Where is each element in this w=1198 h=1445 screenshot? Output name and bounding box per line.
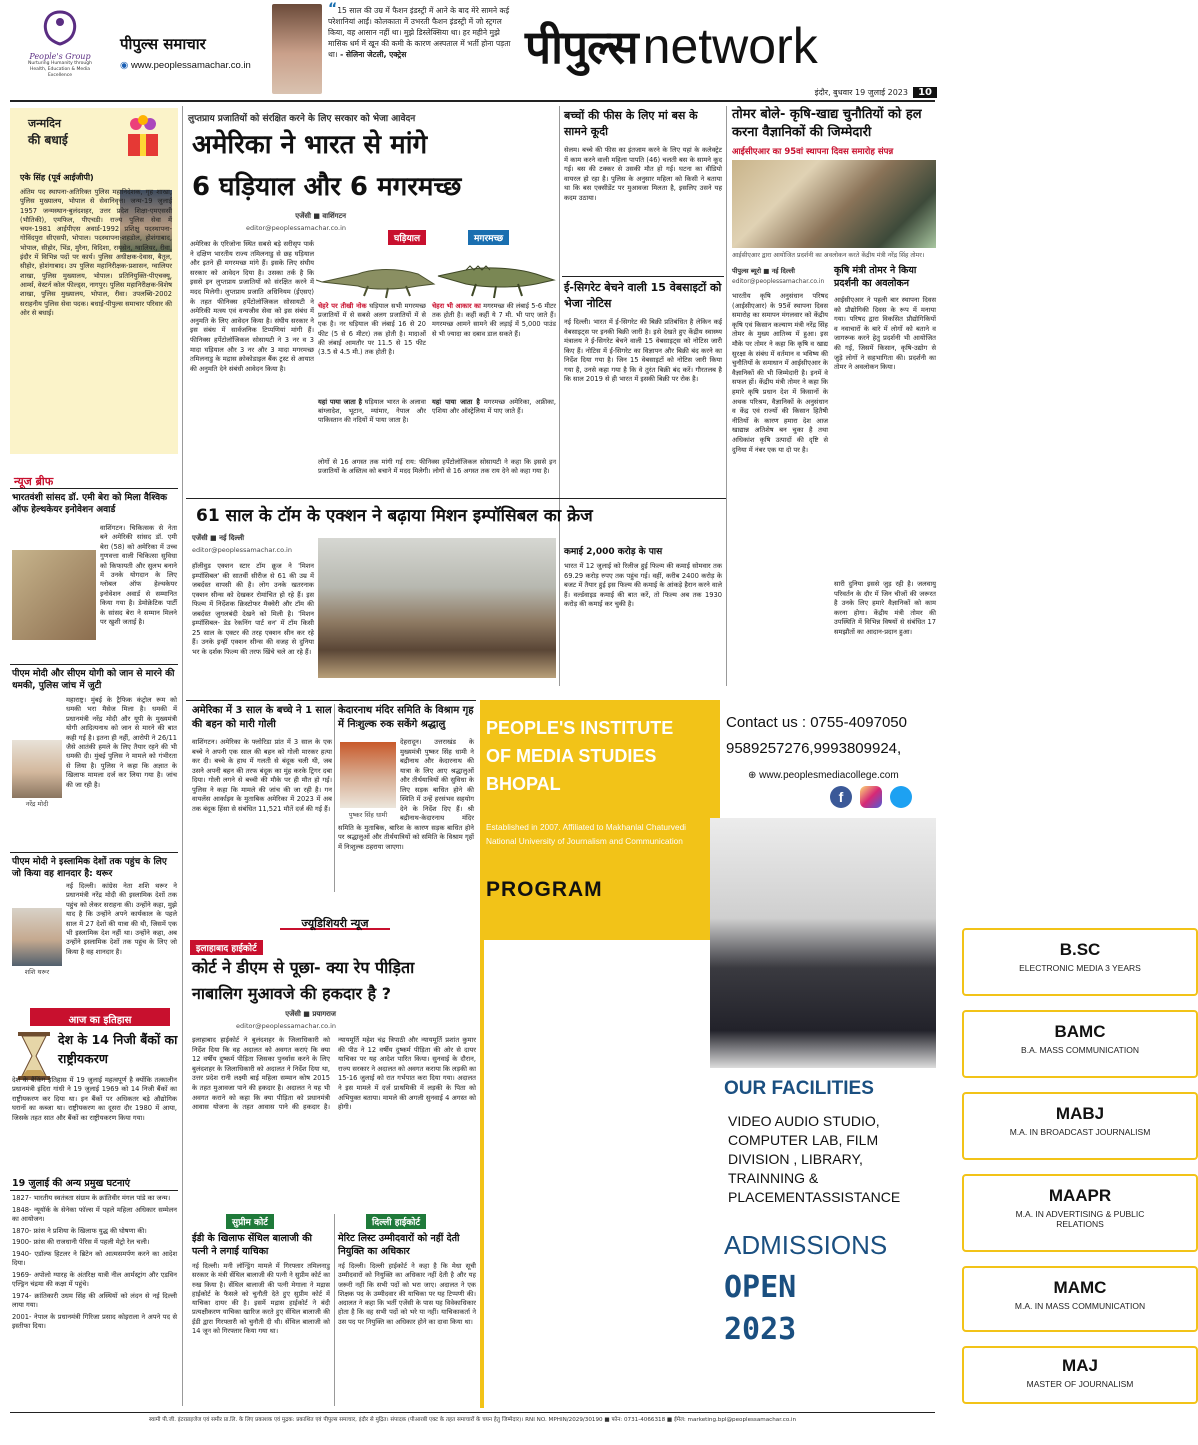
dhc-body: नई दिल्ली। दिल्ली हाईकोर्ट ने कहा है कि मेधा सूची उम्मीदवारों को नियुक्ति का अधिकार नहीं देती है और यह जरूरी नहीं कि सभी पदों को भरा जाए। अदालत ने एक शिक्षक पद के उम्मीदवार की याचिका पर यह टिप्पणी की। अदालत ने कहा कि भर्ती एजेंसी के पास यह विवेकाधिकार होता है कि वह सभी पदों को भरे या नहीं। याचिकाकर्ता ने उस पद पर नियुक्ति का अधिकार होने का दावा किया था। (338, 1262, 476, 1326)
supreme-court-tag: सुप्रीम कोर्ट (226, 1214, 274, 1229)
crocodile-icon (436, 246, 556, 302)
masthead-rule (10, 100, 935, 102)
tom-email: editor@peoplessamachar.co.in (192, 546, 292, 554)
ad-facilities-list (728, 1112, 936, 1207)
ad-year: 2023 (724, 1312, 797, 1347)
paper-logo (120, 34, 270, 78)
history-title: देश के 14 निजी बैंकों का राष्ट्रीयकरण (58, 1032, 178, 1066)
masthead (0, 0, 945, 100)
quote-text: 15 साल की उम्र में फैशन इंडस्ट्री में आने के बाद मेरे सामने कई परेशानियां आईं। कोलकाता में उभरती फैशन इंडस्ट्री में जो स्ट्रगल किया, वह आसान नहीं था। मुझे डिस्लेक्सिया था। हर महीने मुझे मासिक धर्म में खून की कमी के कारण अस्पताल में भर्ती होना पड़ता था। (328, 6, 511, 59)
croc-box-1-body: घड़ियाल सभी मगरमच्छ प्रजातियों में से सबसे अलग प्रजातियों में से एक है। नर घड़ियाल की लंबाई 16 से 20 फीट (5 से 6 मीटर) तक होती है। मादाओं की लंबाई आमतौर पर 11.5 से 15 फीट (3.5 से 4.5 मी.) तक होती है। (318, 302, 426, 357)
brief-2-title: पीएम मोदी और सीएम योगी को जान से मारने की धमकी, पुलिस जांच में जुटी (12, 669, 175, 691)
croc-box-4-body: मगरमच्छ अमेरिका, अफ्रीका, एशिया और ऑस्ट्रेलिया में पाए जाते हैं। (432, 398, 556, 416)
ecig-headline: ई-सिगरेट बेचने वाली 15 वेबसाइटों को भेजा नोटिस (564, 281, 722, 310)
tom-body-continued (318, 682, 556, 698)
program-name: BAMC (1054, 1022, 1106, 1041)
facility-item: DIVISION , LIBRARY, (728, 1151, 863, 1167)
events-list (12, 1194, 177, 1404)
paper-website: www.peoplessamachar.co.in (130, 60, 251, 71)
birthday-title (28, 116, 118, 156)
program-name: B.SC (1059, 940, 1101, 959)
tomar-side-body: आईसीएआर ने पहली बार स्थापना दिवस को प्रौद्योगिकी दिवस के रूप में मनाया गया। परिषद द्वारा विकसित प्रौद्योगिकियों व नवाचारों के बारे में लोगों को बताने व जागरूक करने हेतु प्रदर्शनी भी आयोजित की गई, जिसमें किसान, कृषि-उद्योग से जुड़े लोगों ने सहभागिता की। प्रदर्शनी का तोमर ने अवलोकन किया। (834, 296, 936, 372)
facebook-icon[interactable]: f (830, 786, 852, 808)
judiciary-label (280, 912, 390, 930)
croc-box-4 (432, 398, 556, 454)
tomar-byline: पीपुल्स ब्यूरो ■ नई दिल्ली (732, 267, 795, 275)
instagram-icon[interactable] (860, 786, 882, 808)
event-item: 1974- क्रांतिकारी उधम सिंह की अस्थियों को लंदन से नई दिल्ली लाया गया। (12, 1291, 177, 1309)
ad-open: OPEN (724, 1270, 797, 1305)
dhc-headline: मेरिट लिस्ट उम्मीदवारों को नहीं देती नियुक्ति का अधिकार (338, 1233, 460, 1257)
network-title-hi: पीपुल्स (525, 20, 638, 74)
news-brief-title: न्यूज ब्रीफ (14, 475, 54, 488)
history-label (30, 1008, 170, 1026)
facility-item: PLACEMENTASSISTANCE (728, 1189, 901, 1205)
dateline: इंदौर, बुधवार 19 जुलाई 2023 (814, 88, 908, 97)
judiciary-email: editor@peoplessamachar.co.in (236, 1022, 336, 1030)
ad-website (748, 770, 938, 781)
tom-byline: एजेंसी ■ नई दिल्ली (192, 534, 245, 542)
tomar-body: भारतीय कृषि अनुसंधान परिषद (आईसीएआर) के 95वें स्थापना दिवस समारोह का समापन मंगलवार को केंद्रीय कृषि एवं किसान कल्याण मंत्री नरेंद्र सिंह तोमर के मुख्य आतिथ्य में हुआ। इस मौके पर तोमर ने कहा कि कृषि व खाद्य सुरक्षा के संबंध में वर्तमान व भविष्य की चुनौतियों के समाधान में आईसीएआर के वैज्ञानिकों की भी जिम्मेदारी है। इनमें वे सफल हों। केंद्रीय मंत्री तोमर ने कहा कि हमारे कृषि प्रधान देश में किसानों के अथक परिश्रम, वैज्ञानिकों के अनुसंधान व केंद्र एवं राज्यों की किसान हितैषी नीतियों के कारण हमारा देश आज खाद्यान्न अतिशेष बन चुका है तथा अधिकांश कृषि उत्पादों की दृष्टि से दुनिया में नंबर एक या दो पर है। (732, 292, 828, 454)
brief-1-body: वाशिंगटन। चिकित्सक से नेता बने अमेरिकी सांसद डॉ. एमी बेरा (58) को अमेरिका में उच्च गुणवत्ता वाली चिकित्सा सुविधा को किफायती और सुलभ बनाने में उनके योगदान के लिए ग्लोबल ऑफ हेल्थकेयर इनोवेशन अवार्ड से सम्मानित किया गया है। डेमोक्रेटिक पार्टी के सांसद बेरा ने सम्मान मिलने पर खुशी जताई है। (100, 524, 177, 627)
ad-facilities-label: OUR FACILITIES (724, 1078, 874, 1099)
event-item: 1940- एडॉल्फ हिटलर ने ब्रिटेन को आत्मसमर्पण करने का आदेश दिया। (12, 1249, 177, 1267)
imprint-footer: स्वामी पी.जी. इंटरप्राइजेज एवं समीर प्रा.लि. के लिए प्रकाशक एवं मुद्रक: प्रकाशित एवं पीपुल्स समाचार, इंदौर से मुद्रित। संपादक (पीआरबी एक्ट के तहत समाचारों के चयन हेतु जिम्मेदार)। RNI NO. MPHIN/2029/30190 ■ फोन: 0731-4066318 ■ ईमेल: marketing.bpl@peoplessamachar.co.in (148, 1417, 797, 1423)
judiciary-headline-2: नाबालिग मुआवजे की हकदार है ? (192, 984, 392, 1003)
gharial-icon (318, 244, 438, 300)
tomar-email: editor@peoplessamachar.co.in (732, 278, 825, 285)
modi-caption: नरेंद्र मोदी (25, 800, 49, 808)
croc-box-3-body: घड़ियाल भारत के अलावा बांग्लादेश, भूटान, म्यांमार, नेपाल और पाकिस्तान की नदियों में पाया जाता है। (318, 398, 426, 425)
news-brief-label (14, 470, 174, 488)
birthday-title-line1: जन्मदिन (28, 117, 62, 130)
facility-item: VIDEO AUDIO STUDIO, (728, 1113, 880, 1129)
students-photo (710, 818, 936, 1068)
brief-2-body: महाराष्ट्र। मुंबई के ट्रैफिक कंट्रोल रूम को धमकी भरा मैसेज मिला है। धमकी में प्रधानमंत्री नरेंद्र मोदी और यूपी के मुख्यमंत्री योगी आदित्यनाथ को जान से मारने की बात कही गई है। इतना ही नहीं, आरोपी ने 26/11 जैसे आतंकी हमले के लिए तैयार रहने की भी धमकी दी। मुंबई पुलिस ने मामले को गंभीरता से लिया है। पुलिस ने कहा कि अज्ञात के खिलाफ मामला दर्ज कर लिया गया है। जांच की जा रही है। (66, 696, 177, 789)
croc-footer: लोगों से 16 अगस्त तक मांगी गई राय: फीनिक्स हर्पेटोलॉजिकल सोसायटी ने कहा कि इससे इन प्रजातियों के अस्तित्व को बचाने में मदद मिलेगी। लोगों से 16 अगस्त तक राय देने को कहा गया है। (318, 458, 556, 476)
program-desc: ELECTRONIC MEDIA 3 YEARS (1019, 963, 1141, 973)
ad-institute-name (486, 714, 716, 798)
reptile-illustration (318, 230, 556, 302)
croc-body: अमेरिका के एरिजोना स्थित सबसे बड़े सरीसृप पार्क ने दक्षिण भारतीय राज्य तमिलनाडु से छह घड़ियाल और इतने ही मगरमच्छ मांगे हैं। इसके लिए संघीय सरकार को आवेदन दिया है। उसका तर्क है कि इससे इन लुप्तप्राय प्रजातियों को संरक्षित करने में मदद मिलेगी। लुप्तप्राय प्रजाति अधिनियम (ईएसए) के तहत फीनिक्स हर्पेटोलॉजिकल सोसायटी ने अमेरिकी मत्स्य एवं वन्यजीव सेवा को इस संबंध में अनुमति के लिए आवेदन किया है। संघीय सरकार ने इस संबंध में सार्वजनिक टिप्पणियां मांगी हैं। फीनिक्स हर्पेटोलॉजिकल सोसायटी ने 3 नर व 3 मादा घड़ियाल और 3 नर और 3 मादा मगरमच्छ तमिलनाडु के मद्रास क्रोकोडाइल बैंक ट्रस्ट से आयात की अनुमति देने संबंधी आवेदन किया है। (190, 240, 314, 373)
ad-title-line1: PEOPLE'S INSTITUTE (486, 718, 674, 738)
program-name: MAMC (1053, 1278, 1107, 1297)
program-desc: M.A. IN BROADCAST JOURNALISM (1009, 1127, 1151, 1137)
ad-admissions: ADMISSIONS (724, 1230, 888, 1260)
ad-social-icons (830, 786, 930, 810)
croc-kicker (188, 106, 556, 122)
croc-box-2 (432, 302, 556, 394)
tom-box-header (564, 544, 724, 564)
dhami-caption: पुष्कर सिंह धामी (348, 811, 388, 819)
croc-box-2-body: मगरमच्छ की लंबाई 5-6 मीटर तक होती है। कहीं कहीं ये 7 मी. भी पाए जाते हैं। मगरमच्छ आमने सामने की लड़ाई में 5,000 पाउंड से भी ज्यादा का दबाव डाल सकते हैं। (432, 302, 556, 338)
sc-headline: ईडी के खिलाफ सेंथिल बालाजी की पत्नी ने लगाई याचिका (192, 1233, 312, 1257)
event-item: 1827- भारतीय स्वतंत्रता संग्राम के क्रांतिवीर मंगल पांडे का जन्म। (12, 1194, 171, 1202)
history-body: देश के बैंकिंग इतिहास में 19 जुलाई महत्वपूर्ण है क्योंकि तत्कालीन प्रधानमंत्री इंदिरा गांधी ने 19 जुलाई 1969 को 14 निजी बैंकों का राष्ट्रीयकरण कर दिया था। इन बैंकों पर अधिकतर बड़े औद्योगिक घरानों का कब्जा था। राष्ट्रीयकरण का दूसरा दौर 1980 में आया, जिसके तहत सात और बैंकों का राष्ट्रीयकरण किया गया। (12, 1076, 177, 1122)
peoples-group-emblem-icon (38, 8, 82, 48)
quote-author: - सेलिना जेटली, एक्ट्रेस (340, 50, 407, 59)
croc-box-1-title: चेहरे पर तीखी नोक (318, 302, 367, 310)
tomar-subhead: आईसीएआर का 95वां स्थापना दिवस समारोह संपन्न (732, 147, 894, 157)
network-title-en: network (642, 18, 818, 74)
gift-icon (122, 114, 164, 158)
birthday-person-name: एके सिंह (पूर्व आईजीपी) (20, 173, 94, 182)
ad-program-label: PROGRAM (486, 878, 603, 901)
tomar-side-body-2: सारी दुनिया इससे जुड़ रही है। जलवायु परिवर्तन के दौर में जिन चीजों की जरूरत है उनके लिए हमारे वैज्ञानिकों को काम करना होगा। केंद्रीय मंत्री तोमर की उपस्थिति में विभिन्न विषयों से संबंधित 17 समझौतों का आदान-प्रदान हुआ। (834, 580, 936, 636)
globe-icon: ⊕ (748, 770, 757, 781)
ad-phones: 9589257276,9993809924, (726, 740, 902, 757)
fees-headline: बच्चों की फीस के लिए मां बस के सामने कूदी (564, 109, 698, 138)
program-desc: M.A. IN MASS COMMUNICATION (1014, 1301, 1146, 1311)
ad-title-line2: OF MEDIA STUDIES (486, 746, 657, 766)
celebrity-photo (272, 4, 322, 94)
croc-box-2-title: चेहरा भी आकार का (432, 302, 481, 310)
facility-item: TRAINNING & (728, 1170, 819, 1186)
program-card-maapr (962, 1174, 1198, 1252)
program-card-bamc (962, 1010, 1198, 1078)
gharial-label: घड़ियाल (388, 230, 426, 245)
birthday-title-line2: की बधाई (28, 133, 68, 147)
ad-website-text[interactable]: www.peoplesmediacollege.com (759, 770, 899, 781)
quote-mark-icon: “ (328, 1, 338, 17)
hourglass-icon (14, 1030, 54, 1082)
events-title: 19 जुलाई की अन्य प्रमुख घटनाएं (12, 1178, 130, 1189)
delhi-hc-tag: दिल्ली हाईकोर्ट (366, 1214, 426, 1229)
media-college-ad (480, 700, 1151, 1408)
tom-box-title: कमाई 2,000 करोड़ के पास (564, 547, 663, 557)
ad-contact: Contact us : 0755-4097050 (726, 714, 907, 731)
ad-established: Established in 2007. Affiliated to Makhanlal Chaturvedi National University of Journalism and Communication (486, 822, 687, 846)
program-card-maj (962, 1346, 1198, 1404)
kedarnath-body: देहरादून। उत्तराखंड के मुख्यमंत्री पुष्कर सिंह धामी ने बद्रीनाथ और केदारनाथ की यात्रा के लिए आए श्रद्धालुओं और तीर्थयात्रियों की सुविधा के लिए सड़क बाधित होने की स्थिति में उन्हें हरसंभव सहयोग देने के निर्देश दिए हैं। श्री बद्रीनाथ-केदारनाथ मंदिर समिति के मुताबिक, बारिश के कारण सड़क बाधित होने पर श्रद्धालुओं और तीर्थयात्रियों को समिति के विश्राम गृहों में निःशुल्क ठहराया जाएगा। (338, 738, 474, 851)
ad-title-line3: BHOPAL (486, 774, 561, 794)
allahabad-hc-tag: इलाहाबाद हाईकोर्ट (190, 940, 263, 955)
fees-body: सेलम। बच्चे की फीस का इंतजाम करने के लिए यहां के कलेक्ट्रेट में काम करने वाली महिला पापति (46) चलती बस के सामने कूद गई। बस की टक्कर से उसकी मौत हो गई। घटना का वीडियो वायरल हो रहा है। पुलिस के अनुसार महिला को किसी ने बताया था कि बस एक्सीडेंट पर मुआवजा मिलता है, इसलिए उसने यह कदम उठाया। (564, 146, 722, 202)
tom-cruise-photo (318, 538, 556, 678)
page-number: 10 (913, 87, 937, 98)
us-gun-body: वाशिंगटन। अमेरिका के फ्लोरिडा प्रांत में 3 साल के एक बच्चे ने अपनी एक साल की बहन को गोली मारकर हत्या कर दी। बच्चे के हाथ में गलती से बंदूक चली थी, जब उसने अपनी बहन की तरफ बंदूक का मुंह करके ट्रिगर दबा दिया। गोली लगने से बच्ची की मौके पर ही मौत हो गई। पुलिस ने कहा कि मामले की जांच की जा रही है। गन वायलेंस आर्काइव के मुताबिक अमेरिका में 2023 में अब तक बंदूक हिंसा से संबंधित 11,521 मौतें दर्ज की गई हैं। (192, 738, 332, 813)
croc-box-1 (318, 302, 426, 394)
twitter-icon[interactable] (890, 786, 912, 808)
peoples-group-logo (20, 8, 100, 93)
brief-3-body: नई दिल्ली। कांग्रेस नेता शशि थरूर ने प्रधानमंत्री नरेंद्र मोदी की इस्लामिक देशों तक पहुंच को लेकर सराहना की। उन्होंने कहा, मुझे याद है कि उन्होंने अपने कार्यकाल के पहले साल में 27 देशों की यात्रा की थी, जिसमें एक भी इस्लामिक देश नहीं था। उन्होंने कहा, अब उन्होंने इस्लामिक देशों तक पहुंच के लिए जो किया है वह शानदार है। (66, 882, 177, 956)
croc-byline: एजेंसी ■ वाशिंगटन (295, 212, 346, 220)
sc-body: नई दिल्ली। मनी लॉन्ड्रिंग मामले में गिरफ्तार तमिलनाडु सरकार के मंत्री सेंथिल बालाजी की पत्नी ने सुप्रीम कोर्ट का रुख किया है। सेंथिल बालाजी की पत्नी मेगाला ने मद्रास हाईकोर्ट के फैसले को चुनौती देते हुए सुप्रीम कोर्ट में याचिका दायर की है। इसमें मद्रास हाईकोर्ट ने बंदी प्रत्यक्षीकरण याचिका खारिज करते हुए सेंथिल बालाजी की ईडी द्वारा गिरफ्तारी को चुनौती दी थी। सेंथिल बालाजी को 14 जून को गिरफ्तार किया गया था। (192, 1262, 330, 1336)
program-name: MAAPR (1048, 1186, 1112, 1205)
tomar-side-title: कृषि मंत्री तोमर ने किया प्रदर्शनी का अवलोकन (834, 265, 917, 289)
crocodile-label: मगरमच्छ (468, 230, 509, 245)
ad-left-strip (480, 940, 484, 1408)
tom-box-body: भारत में 12 जुलाई को रिलीज हुई फिल्म की कमाई सोमवार तक 69.29 करोड़ रुपए तक पहुंच गई। वहीं, करीब 2400 करोड़ के बजट में तैयार हुई इस फिल्म की कमाई के आंकड़े हैरान करने वाले हैं। वर्ल्डवाइड कमाई की बात करें, तो फिल्म अब तक 1930 करोड़ की कमाई कर चुकी है। (564, 562, 722, 608)
croc-headline-1: अमेरिका ने भारत से मांगे (192, 130, 428, 160)
judiciary-label-text: ज्यूडिशियरी न्यूज (301, 917, 369, 930)
tom-body: हॉलीवुड एक्शन स्टार टॉम क्रूज ने 'मिशन इम्पॉसिबल' की सातवीं सीरीज से 61 की उम्र में जबर्दस्त वापसी की है। लोग उनके खतरनाक एक्शन सीन्स को देखकर रोमांचित हो रहे हैं। इस फिल्म में निर्देशक क्रिस्टोफर मैक्वेरी और टॉम की जबर्दस्त जुगलबंदी देखने को मिली है। 'मिशन इम्पॉसिबल- डेड रेकनिंग पार्ट वन' में टॉम किसी 25 साल के एक्टर की तरह एक्शन सीन कर रहे हैं। उनके इन्हीं एक्शन सीन्स की वजह से दुनिया भर के दर्शक फिल्म की तरफ खिंचे चले आ रहे हैं। (192, 562, 314, 656)
brief-1-title: भारतवंशी सांसद डॉ. एमी बेरा को मिला वैश्विक ऑफ हेल्थकेयर इनोवेशन अवार्ड (12, 493, 168, 515)
judiciary-body: इलाहाबाद हाईकोर्ट ने बुलंदशहर के जिलाधिकारी को निर्देश दिया कि वह अदालत को अवगत कराएं कि क्या 12 वर्षीय दुष्कर्म पीड़िता जिसका पुनर्वास करने के लिए बुलंदशहर के जिलाधिकारी को अदालत ने निर्देश दिया था, उत्तर प्रदेश रानी लक्ष्मी बाई महिला सम्मान कोष 2015 के तहत मुआवजा पाने की हकदार है। अदालत ने यह भी अवगत कराने को कहा कि क्या पीड़िता को प्रधानमंत्री आवास योजना के तहत आवास पाने की हकदार है। न्यायमूर्ति महेश चंद्र त्रिपाठी और न्यायमूर्ति प्रशांत कुमार की पीठ ने 12 वर्षीय दुष्कर्म पीड़िता की ओर से दायर याचिका पर यह आदेश पारित किया। सुनवाई के दौरान, राज्य सरकार ने अदालत को अवगत कराया कि लड़की का 15-16 जुलाई को रात गर्भपात करा दिया गया। अदालत ने इस मामले में दर्ज प्राथमिकी में लड़की के पिता को अभियुक्त बताया। मामले की अगली सुनवाई 4 अगस्त को होगी। (192, 1036, 476, 1112)
event-item: 1969- अपोलो ग्यारह के अंतरिक्ष यात्री नील आर्मस्ट्रांग और एडविन एल्ड्रिन चंद्रमा की कक्षा में पहुंचे। (12, 1270, 177, 1288)
us-gun-headline: अमेरिका में 3 साल के बच्चे ने 1 साल की बहन को मारी गोली (192, 705, 332, 730)
program-card-mamc (962, 1266, 1198, 1332)
program-name: MABJ (1055, 1104, 1105, 1123)
tomar-side-title-box (834, 264, 936, 292)
facility-item: COMPUTER LAB, FILM (728, 1132, 879, 1148)
program-name: MAJ (1062, 1356, 1098, 1375)
tomar-photo (732, 160, 936, 248)
network-title (525, 18, 937, 78)
croc-email: editor@peoplessamachar.co.in (246, 224, 346, 232)
croc-kicker-text: लुप्तप्राय प्रजातियों को संरक्षित करने के लिए सरकार को भेजा आवेदन (188, 114, 416, 124)
judiciary-headline-1: कोर्ट ने डीएम से पूछा- क्या रेप पीड़िता (192, 958, 415, 977)
judiciary-byline: एजेंसी ■ प्रयागराज (285, 1010, 336, 1018)
brief-3-title: पीएम मोदी ने इस्लामिक देशों तक पहुंच के लिए जो किया वह शानदार है: थरूर (12, 857, 167, 879)
birthday-box (10, 108, 178, 454)
column-divider (182, 106, 183, 1406)
tomar-headline: तोमर बोले- कृषि-खाद्य चुनौतियों को हल करना वैज्ञानिकों की जिम्मेदारी (732, 107, 922, 140)
croc-headline-2: 6 घड़ियाल और 6 मगरमच्छ (192, 172, 462, 202)
paper-name: पीपुल्स समाचार (120, 35, 206, 53)
tomar-photo-caption: आईसीएआर द्वारा आयोजित प्रदर्शनी का अवलोकन करते केंद्रीय मंत्री नरेंद्र सिंह तोमर। (732, 252, 925, 259)
group-name: People's Group (29, 52, 91, 61)
event-item: 1900- फ्रांस की राजधानी पेरिस में पहली मेट्रो रेल चली। (12, 1238, 150, 1246)
birthday-body: अंतिम पद स्थापना-अतिरिक्त पुलिस महानिदेशक, गृह शाखा, पुलिस मुख्यालय, भोपाल से सेवानिवृत्त। जन्म-19 जुलाई 1957 जन्मस्थान-बुलंदशहर, उत्तर प्रदेश शिक्षा-एमएससी (भौतिकी), एमफिल, पीएचडी। राज्य पुलिस सेवा में चयन-1981 आईपीएस अवार्ड-1992 प्रशिक्षु पदस्थापना-गोविंदपुरा सीएसपी, भोपाल। पदस्थापना-शहडोल, होशंगाबाद, भोपाल, सीहोर, भिंड, मुरैना, विदिशा, रायसेन, ग्वालियर, रीवा, इंदौर में विभिन्न पदों पर कार्य। पुलिस अधीक्षक-देवास, बैतूल, सीहोर, होशंगाबाद। उप पुलिस महानिरीक्षक-प्रशासन, ग्वालियर शाखा, पुलिस मुख्यालय, भोपाल। प्रतिनियुक्ति-पीएचक्यू, आर्म्स, वेस्टर्न कोल फील्ड्स, नागपुर। पुलिस महानिरीक्षक-विशेष शाखा, पुलिस मुख्यालय, भोपाल, रीवा। उपलब्धि-2002 सराहनीय पुलिस सेवा पदक। बधाई-पीपुल्स समाचार परिवार की ओर से बधाई। (20, 188, 172, 317)
program-desc: M.A. IN ADVERTISING & PUBLIC RELATIONS (1015, 1209, 1145, 1229)
event-item: 1848- न्यूयॉर्क के सेनेका फॉल्स में पहले महिला अधिकार सम्मेलन का आयोजन। (12, 1205, 177, 1223)
event-item: 2001- नेपाल के प्रधानमंत्री गिरिजा प्रसाद कोइराला ने अपने पद से इस्तीफा दिया। (12, 1312, 177, 1330)
celebrity-quote (328, 1, 514, 96)
croc-box-3 (318, 398, 426, 454)
tom-headline: 61 साल के टॉम के एक्शन ने बढ़ाया मिशन इम्पॉसिबल का क्रेज (196, 506, 593, 526)
web-icon: ◉ (120, 60, 129, 71)
program-desc: B.A. MASS COMMUNICATION (1021, 1045, 1139, 1055)
ecig-body: नई दिल्ली। भारत में ई-सिगरेट की बिक्री प्रतिबंधित है लेकिन कई वेबसाइट्स पर इनकी बिक्री जारी है। इसे देखते हुए केंद्रीय स्वास्थ्य मंत्रालय ने ई-सिगरेट बेचने वाली 15 वेबसाइट्स को नोटिस जारी किए हैं। नोटिस में ई-सिगरेट का विज्ञापन और बिक्री बंद करने का निर्देश दिया गया है। जिन 15 वेबसाइटों को नोटिस जारी किया गया है, उनसे कहा गया है कि वे तुरंत बिक्री बंद करें। गौरतलब है कि साल 2019 से ही भारत में इसकी बिक्री पर रोक है। (564, 318, 722, 383)
kedarnath-headline: केदारनाथ मंदिर समिति के विश्राम गृह में निःशुल्क रुक सकेंगे श्रद्धालु (338, 705, 474, 730)
croc-box-4-title: यहां पाया जाता है (432, 398, 480, 406)
history-label-text: आज का इतिहास (68, 1015, 132, 1026)
croc-box-3-title: यहां पाया जाता है (318, 398, 362, 406)
program-card-bsc (962, 928, 1198, 996)
group-tagline: Nurturing Humanity through Health, Education & Media Excellence (28, 61, 92, 78)
program-desc: MASTER OF JOURNALISM (1026, 1379, 1134, 1389)
dateline-bar (525, 80, 937, 96)
tharoor-caption: शशि थरूर (24, 968, 50, 976)
event-item: 1870- फ्रांस ने प्रशिया के खिलाफ युद्ध की घोषणा की। (12, 1226, 147, 1235)
program-card-mabj (962, 1092, 1198, 1160)
